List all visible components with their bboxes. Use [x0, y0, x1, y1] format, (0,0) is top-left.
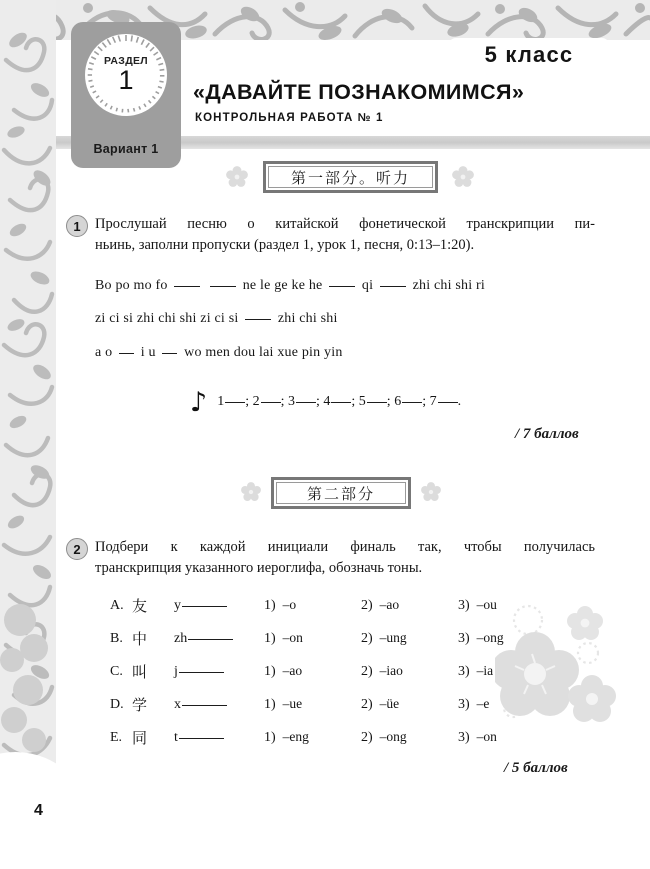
answer-item: 2 ;	[252, 394, 285, 409]
row-hanzi: 中	[132, 630, 148, 648]
pinyin-3a: a o	[95, 345, 113, 360]
option-number: 1)	[264, 664, 276, 679]
option-value: –ou	[476, 597, 497, 612]
row-label: B.	[110, 630, 123, 646]
option-number: 2)	[361, 664, 373, 679]
option-cell[interactable]	[361, 622, 458, 655]
answer-index: 5	[358, 394, 366, 409]
option-number: 3)	[458, 664, 470, 679]
table-row	[110, 589, 548, 622]
row-hanzi: 同	[132, 729, 148, 747]
pinyin-line-3	[95, 345, 343, 361]
row-initial: x	[174, 696, 181, 712]
option-cell[interactable]	[264, 589, 361, 622]
exercise1-score: / 7 баллов	[515, 426, 579, 442]
pinyin-blank[interactable]	[119, 353, 134, 354]
answer-index: 3	[288, 394, 296, 409]
row-initial: t	[174, 729, 178, 745]
music-note-icon: ♪	[190, 387, 208, 418]
option-value: –ue	[282, 696, 303, 711]
exercise2-instruction	[95, 537, 595, 580]
option-number: 1)	[264, 730, 276, 745]
initial-answer-blank[interactable]	[179, 672, 224, 673]
option-number: 2)	[361, 598, 373, 613]
row-initial-cell	[174, 589, 264, 622]
answer-index: 4	[323, 394, 331, 409]
seal-content	[92, 41, 160, 109]
answer-blank[interactable]	[367, 402, 387, 403]
initial-answer-blank[interactable]	[179, 738, 224, 739]
answer-index: 1	[217, 394, 225, 409]
pinyin-line-2	[95, 311, 338, 327]
answer-blank[interactable]	[331, 402, 351, 403]
matching-options-table	[110, 589, 548, 754]
answer-item: 4 ;	[323, 394, 356, 409]
exercise2-line1: Подбери к каждой инициали финаль так, чтобы получилась	[95, 539, 595, 555]
answer-blank[interactable]	[296, 402, 316, 403]
pinyin-blank[interactable]	[329, 286, 355, 287]
row-label: E.	[110, 729, 123, 745]
option-value: –ung	[379, 630, 407, 645]
pinyin-1d: zhi chi shi ri	[412, 278, 485, 293]
answer-index: 2	[252, 394, 260, 409]
row-initial-cell	[174, 655, 264, 688]
option-cell[interactable]	[264, 622, 361, 655]
pinyin-1a: Bo po mo fo	[95, 278, 168, 293]
pinyin-3b: i u	[140, 345, 156, 360]
table-row	[110, 721, 548, 754]
flower-icon	[452, 166, 474, 188]
page-number: 4	[34, 802, 43, 819]
part1-box-inner	[268, 166, 433, 188]
flower-icon	[226, 166, 248, 188]
table-row	[110, 688, 548, 721]
pinyin-2b: zhi chi shi	[277, 311, 338, 326]
grade-label: 5 класс	[484, 42, 574, 67]
row-hanzi: 友	[132, 597, 148, 615]
part2-box-inner	[276, 482, 406, 504]
page-title: «ДАВАЙТЕ ПОЗНАКОМИМСЯ»	[193, 80, 525, 104]
option-cell[interactable]	[361, 688, 458, 721]
initial-answer-blank[interactable]	[182, 606, 227, 607]
pinyin-line-1	[95, 278, 485, 294]
row-label: C.	[110, 663, 123, 679]
row-initial: j	[174, 663, 178, 679]
option-number: 3)	[458, 631, 470, 646]
variant-label: Вариант 1	[93, 142, 159, 156]
initial-answer-blank[interactable]	[188, 639, 233, 640]
option-value: –ao	[282, 663, 303, 678]
row-initial-cell	[174, 688, 264, 721]
option-value: –eng	[282, 729, 309, 744]
part1-label: 第一部分。听力	[290, 168, 410, 187]
part1-header-box	[263, 161, 438, 193]
row-initial-cell	[174, 721, 264, 754]
option-number: 3)	[458, 598, 470, 613]
seal-number: 1	[118, 65, 134, 96]
initial-answer-blank[interactable]	[182, 705, 227, 706]
option-number: 1)	[264, 697, 276, 712]
answer-item: 1 ;	[217, 394, 250, 409]
row-label: D.	[110, 696, 124, 712]
pinyin-2a: zi ci si zhi chi shi zi ci si	[95, 311, 239, 326]
exercise1-line2: ньинь, заполни пропуски (раздел 1, урок 1, песня, 0:13–1:20).	[95, 237, 475, 254]
option-value: –e	[476, 696, 490, 711]
option-number: 1)	[264, 631, 276, 646]
pinyin-blank[interactable]	[245, 319, 271, 320]
option-number: 2)	[361, 697, 373, 712]
answer-item: 6 ;	[394, 394, 427, 409]
option-cell[interactable]	[361, 589, 458, 622]
option-cell[interactable]	[264, 688, 361, 721]
option-value: –iao	[379, 663, 403, 678]
pinyin-blank[interactable]	[210, 286, 236, 287]
row-initial: zh	[174, 630, 188, 646]
row-label: A.	[110, 597, 124, 613]
answer-item: 7 .	[429, 394, 462, 409]
exercise2-number: 2	[66, 538, 88, 560]
option-value: –o	[282, 597, 297, 612]
option-number: 2)	[361, 631, 373, 646]
row-initial-cell	[174, 622, 264, 655]
option-value: –on	[476, 729, 497, 744]
part2-label: 第二部分	[306, 484, 375, 503]
table-row	[110, 622, 548, 655]
row-hanzi: 学	[132, 696, 148, 714]
option-number: 3)	[458, 697, 470, 712]
option-value: –ong	[476, 630, 504, 645]
option-cell[interactable]	[361, 655, 458, 688]
table-row	[110, 655, 548, 688]
answer-item: 3 ;	[288, 394, 320, 409]
option-value: –ao	[379, 597, 400, 612]
row-initial: y	[174, 597, 181, 613]
decorative-flowers-cluster	[495, 600, 635, 735]
pinyin-blank[interactable]	[162, 353, 177, 354]
option-cell[interactable]	[361, 721, 458, 754]
option-value: –ia	[476, 663, 494, 678]
answer-blank[interactable]	[438, 402, 458, 403]
exercise1-number: 1	[66, 215, 88, 237]
flower-icon	[241, 482, 261, 502]
pinyin-1b: ne le ge ke he	[242, 278, 323, 293]
option-value: –üe	[379, 696, 400, 711]
exercise2-line2: транскрипция указанного иероглифа, обозначь тоны.	[95, 560, 423, 577]
seal-word: РАЗДЕЛ	[104, 54, 148, 67]
numbered-answer-blanks	[217, 394, 461, 410]
pinyin-3c: wo men dou lai xue pin yin	[184, 345, 343, 360]
answer-item: 5 ;	[358, 394, 391, 409]
answer-blank[interactable]	[402, 402, 422, 403]
option-number: 2)	[361, 730, 373, 745]
part2-header-box	[271, 477, 411, 509]
option-value: –on	[282, 630, 303, 645]
option-cell[interactable]	[264, 721, 361, 754]
answer-line-row	[190, 385, 462, 418]
row-hanzi: 叫	[132, 663, 148, 681]
answer-index: 7	[429, 394, 437, 409]
exercise1-instruction	[95, 214, 595, 257]
flower-icon	[421, 482, 441, 502]
option-cell[interactable]	[264, 655, 361, 688]
answer-blank[interactable]	[261, 402, 281, 403]
option-number: 1)	[264, 598, 276, 613]
left-ornament-band	[0, 0, 56, 869]
answer-index: 6	[394, 394, 402, 409]
grade-badge	[449, 38, 609, 72]
left-ornament-pattern	[0, 0, 56, 869]
pinyin-1c: qi	[361, 278, 374, 293]
pinyin-blank[interactable]	[380, 286, 406, 287]
exercise2-score: / 5 баллов	[504, 760, 568, 776]
pinyin-blank[interactable]	[174, 286, 200, 287]
option-value: –ong	[379, 729, 407, 744]
page-subtitle: КОНТРОЛЬНАЯ РАБОТА № 1	[195, 112, 384, 124]
answer-blank[interactable]	[225, 402, 245, 403]
option-number: 3)	[458, 730, 470, 745]
exercise1-line1: Прослушай песню о китайской фонетической транскрипции пи-	[95, 216, 595, 232]
